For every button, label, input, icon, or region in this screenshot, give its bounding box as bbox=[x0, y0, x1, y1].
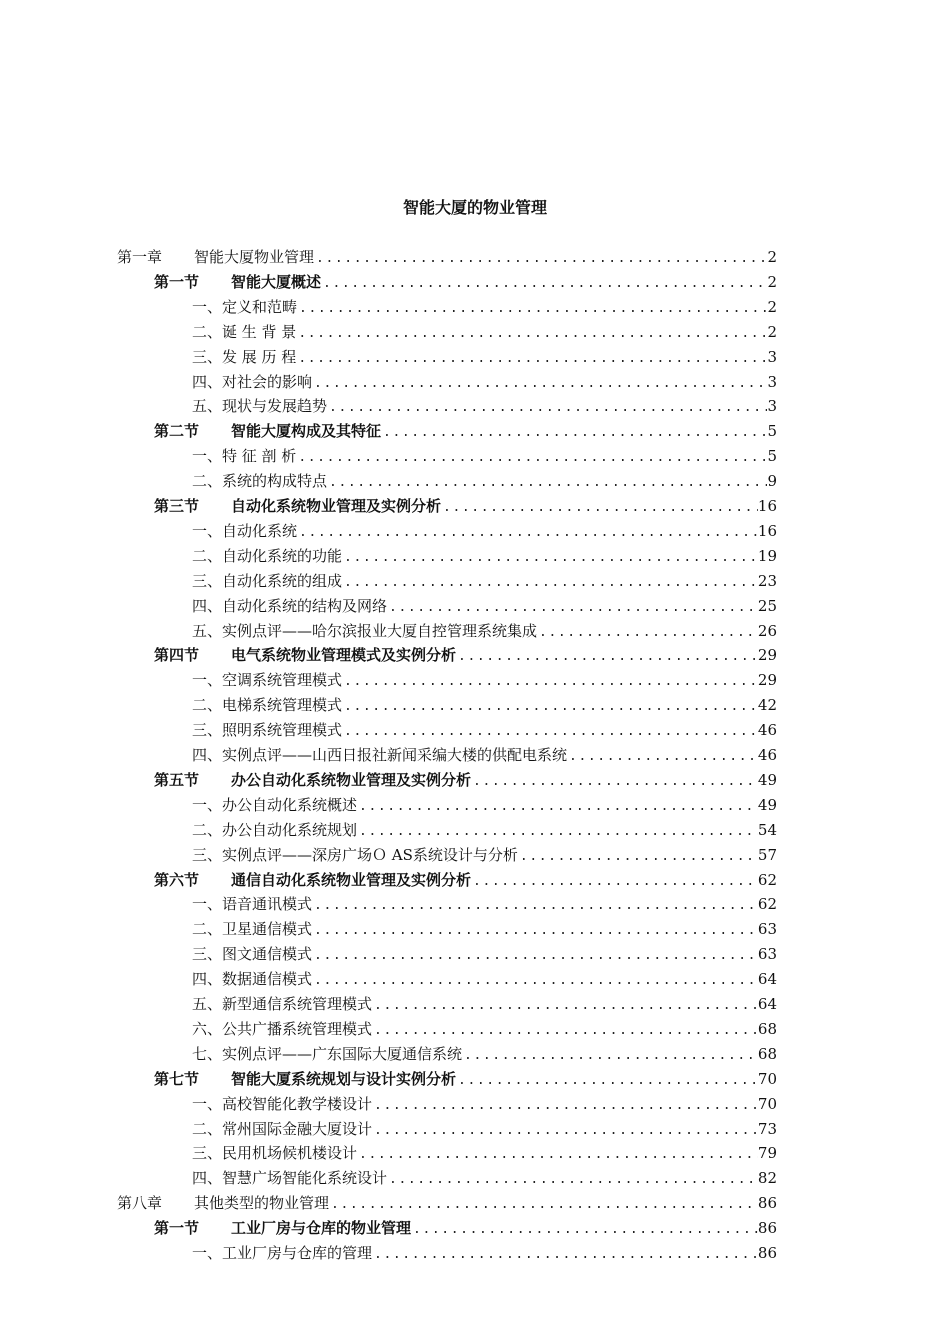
toc-entry-label: 第七节 bbox=[154, 1069, 200, 1088]
toc-entry-item bbox=[192, 843, 777, 868]
dot-leader bbox=[342, 719, 758, 744]
dot-leader bbox=[357, 1142, 758, 1167]
dot-leader bbox=[327, 395, 767, 420]
toc-entry-title: 自动化系统物业管理及实例分析 bbox=[231, 497, 442, 515]
toc-entry-page-number: 5 bbox=[767, 447, 777, 466]
toc-entry-item bbox=[192, 942, 777, 967]
toc-entry-item bbox=[192, 544, 777, 569]
toc-entry-page-number: 70 bbox=[757, 1069, 777, 1088]
toc-entry-page-number: 70 bbox=[757, 1094, 777, 1113]
toc-entry-page-number: 3 bbox=[767, 372, 777, 391]
toc-entry-page-number: 29 bbox=[757, 671, 777, 690]
toc-entry-item bbox=[192, 1017, 777, 1042]
toc-entry-page-number: 25 bbox=[757, 596, 777, 615]
dot-leader bbox=[296, 321, 767, 346]
dot-leader bbox=[456, 1068, 758, 1093]
toc-entry-item bbox=[192, 1092, 777, 1117]
dot-leader bbox=[357, 794, 758, 819]
toc-entry-title: 一、自动化系统 bbox=[192, 521, 298, 540]
dot-leader bbox=[387, 1167, 758, 1192]
toc-entry-item bbox=[192, 917, 777, 942]
toc-entry-item bbox=[192, 718, 777, 743]
toc-entry-title: 四、自动化系统的结构及网络 bbox=[192, 596, 388, 615]
toc-entry-item bbox=[192, 619, 777, 644]
toc-entry-item bbox=[192, 743, 777, 768]
toc-entry-page-number: 19 bbox=[757, 546, 777, 565]
toc-entry-item bbox=[192, 569, 777, 594]
dot-leader bbox=[342, 669, 758, 694]
toc-entry-item bbox=[192, 992, 777, 1017]
dot-leader bbox=[327, 470, 767, 495]
toc-entry-item bbox=[192, 594, 777, 619]
toc-entry-item bbox=[192, 1042, 777, 1067]
toc-entry-page-number: 46 bbox=[757, 746, 777, 764]
toc-entry-title: 一、特 征 剖 析 bbox=[192, 447, 297, 466]
toc-entry-title: 一、定义和范畴 bbox=[192, 297, 298, 316]
toc-entry-title: 四、智慧广场智能化系统设计 bbox=[192, 1169, 388, 1188]
toc-entry-page-number: 2 bbox=[767, 322, 777, 341]
toc-entry-title: 二、诞 生 背 景 bbox=[192, 322, 297, 341]
toc-entry-page-number: 26 bbox=[757, 621, 777, 640]
toc-entry-title: 电气系统物业管理模式及实例分析 bbox=[231, 646, 457, 665]
toc-entry-item bbox=[192, 394, 777, 419]
toc-entry-item bbox=[192, 668, 777, 693]
toc-entry-label: 第三节 bbox=[154, 497, 200, 515]
toc-entry-item bbox=[192, 818, 777, 843]
toc-entry-title: 四、对社会的影响 bbox=[192, 372, 313, 391]
toc-entry-title: 二、办公自动化系统规划 bbox=[192, 820, 358, 839]
toc-entry-label: 第五节 bbox=[154, 770, 200, 789]
dot-leader bbox=[312, 968, 758, 993]
dot-leader bbox=[372, 1018, 758, 1043]
dot-leader bbox=[471, 869, 758, 894]
dot-leader bbox=[372, 993, 758, 1018]
toc-entry-page-number: 3 bbox=[767, 347, 777, 366]
toc-entry-page-number: 54 bbox=[757, 820, 777, 839]
toc-entry-title: 三、实例点评——深房广场Ｏ AS系统设计与分析 bbox=[192, 845, 518, 864]
dot-leader bbox=[537, 620, 758, 645]
toc-entry-page-number: 49 bbox=[757, 795, 777, 814]
dot-leader bbox=[342, 694, 758, 719]
dot-leader bbox=[372, 1118, 758, 1143]
toc-entry-title: 通信自动化系统物业管理及实例分析 bbox=[231, 870, 472, 889]
toc-entry-item bbox=[192, 1141, 777, 1166]
dot-leader bbox=[312, 893, 758, 918]
toc-entry-page-number: 68 bbox=[757, 1044, 777, 1063]
toc-entry-page-number: 68 bbox=[757, 1019, 777, 1038]
toc-entry-page-number: 63 bbox=[757, 920, 777, 939]
toc-entry-title: 七、实例点评——广东国际大厦通信系统 bbox=[192, 1044, 463, 1063]
dot-leader bbox=[372, 1093, 758, 1118]
toc-entry-item bbox=[192, 967, 777, 992]
toc-entry-section bbox=[154, 868, 777, 893]
dot-leader bbox=[312, 371, 767, 396]
toc-entry-title: 三、民用机场候机楼设计 bbox=[192, 1144, 358, 1163]
toc-entry-page-number: 2 bbox=[767, 248, 777, 266]
dot-leader bbox=[518, 844, 758, 869]
toc-entry-label: 第一节 bbox=[154, 272, 200, 291]
dot-leader bbox=[321, 271, 767, 296]
toc-entry-label: 第四节 bbox=[154, 646, 200, 665]
toc-entry-title: 五、实例点评——哈尔滨报业大厦自控管理系统集成 bbox=[192, 621, 538, 640]
dot-leader bbox=[567, 744, 758, 769]
toc-entry-page-number: 2 bbox=[767, 272, 777, 291]
toc-entry-page-number: 2 bbox=[767, 297, 777, 316]
toc-entry-title: 一、语音通讯模式 bbox=[192, 895, 313, 914]
dot-leader bbox=[381, 420, 767, 445]
toc-entry-item bbox=[192, 370, 777, 395]
toc-entry-title: 智能大厦物业管理 bbox=[194, 248, 315, 266]
toc-entry-title: 三、发 展 历 程 bbox=[192, 347, 297, 366]
toc-entry-page-number: 64 bbox=[757, 970, 777, 989]
toc-entry-section bbox=[154, 494, 777, 519]
toc-entry-page-number: 16 bbox=[757, 497, 777, 515]
toc-entry-page-number: 79 bbox=[757, 1144, 777, 1163]
toc-entry-label: 第六节 bbox=[154, 870, 200, 889]
toc-entry-label: 第一节 bbox=[154, 1219, 200, 1238]
toc-entry-title: 一、高校智能化教学楼设计 bbox=[192, 1094, 373, 1113]
toc-entry-section bbox=[154, 768, 777, 793]
toc-entry-title: 三、图文通信模式 bbox=[192, 945, 313, 964]
toc-entry-page-number: 5 bbox=[767, 422, 777, 441]
toc-entry-section bbox=[154, 1067, 777, 1092]
dot-leader bbox=[296, 346, 767, 371]
toc-entry-section bbox=[154, 270, 777, 295]
toc-entry-page-number: 3 bbox=[767, 397, 777, 416]
toc-entry-item bbox=[192, 693, 777, 718]
toc-entry-item bbox=[192, 1241, 777, 1266]
toc-entry-title: 五、现状与发展趋势 bbox=[192, 397, 328, 416]
toc-entry-section bbox=[154, 419, 777, 444]
toc-entry-title: 三、照明系统管理模式 bbox=[192, 721, 343, 740]
toc-entry-label: 第一章 bbox=[117, 248, 163, 266]
toc-entry-page-number: 86 bbox=[757, 1244, 777, 1262]
toc-entry-title: 智能大厦概述 bbox=[231, 272, 322, 291]
dot-leader bbox=[314, 246, 767, 271]
toc-entry-page-number: 57 bbox=[757, 845, 777, 864]
toc-entry-section bbox=[154, 1216, 777, 1241]
toc-entry-page-number: 64 bbox=[757, 995, 777, 1013]
toc-entry-title: 二、常州国际金融大厦设计 bbox=[192, 1119, 373, 1138]
toc-entry-item bbox=[192, 469, 777, 494]
toc-entry-label: 第二节 bbox=[154, 422, 200, 441]
toc-entry-item bbox=[192, 444, 777, 469]
toc-entry-title: 二、卫星通信模式 bbox=[192, 920, 313, 939]
toc-entry-item bbox=[192, 345, 777, 370]
toc-entry-title: 二、自动化系统的功能 bbox=[192, 546, 343, 565]
toc-entry-page-number: 42 bbox=[757, 696, 777, 715]
dot-leader bbox=[441, 495, 758, 520]
toc-entry-title: 智能大厦系统规划与设计实例分析 bbox=[231, 1069, 457, 1088]
dot-leader bbox=[342, 545, 758, 570]
toc-entry-page-number: 62 bbox=[757, 895, 777, 914]
dot-leader bbox=[387, 595, 758, 620]
dot-leader bbox=[342, 570, 758, 595]
toc-entry-title: 三、自动化系统的组成 bbox=[192, 571, 343, 590]
toc-entry-page-number: 62 bbox=[757, 870, 777, 889]
toc-entry-page-number: 82 bbox=[757, 1169, 777, 1188]
dot-leader bbox=[456, 644, 758, 669]
toc-entry-title: 一、工业厂房与仓库的管理 bbox=[192, 1244, 373, 1262]
document-title: 智能大厦的物业管理 bbox=[402, 198, 547, 217]
toc-entry-page-number: 86 bbox=[757, 1194, 777, 1213]
toc-entry-item bbox=[192, 519, 777, 544]
toc-entry-item bbox=[192, 892, 777, 917]
toc-entry-title: 办公自动化系统物业管理及实例分析 bbox=[231, 770, 472, 789]
toc-entry-title: 二、系统的构成特点 bbox=[192, 472, 328, 491]
dot-leader bbox=[312, 943, 758, 968]
toc-entry-page-number: 23 bbox=[757, 571, 777, 590]
toc-entry-page-number: 49 bbox=[757, 770, 777, 789]
toc-entry-item bbox=[192, 1117, 777, 1142]
toc-entry-title: 一、空调系统管理模式 bbox=[192, 671, 343, 690]
toc-entry-page-number: 73 bbox=[757, 1119, 777, 1138]
dot-leader bbox=[471, 769, 758, 794]
dot-leader bbox=[329, 1192, 758, 1217]
toc-entry-title: 二、电梯系统管理模式 bbox=[192, 696, 343, 715]
dot-leader bbox=[411, 1217, 758, 1242]
dot-leader bbox=[297, 296, 767, 321]
dot-leader bbox=[372, 1242, 758, 1267]
dot-leader bbox=[462, 1043, 758, 1068]
toc-entry-page-number: 46 bbox=[757, 721, 777, 740]
toc-entry-item bbox=[192, 793, 777, 818]
toc-entry-title: 工业厂房与仓库的物业管理 bbox=[231, 1219, 412, 1238]
toc-entry-item bbox=[192, 1166, 777, 1191]
toc-entry-title: 四、实例点评——山西日报社新闻采编大楼的供配电系统 bbox=[192, 746, 568, 764]
toc-entry-chapter bbox=[117, 245, 777, 270]
toc-entry-item bbox=[192, 295, 777, 320]
toc-entry-section bbox=[154, 643, 777, 668]
dot-leader bbox=[296, 445, 767, 470]
toc-entry-page-number: 16 bbox=[757, 521, 777, 540]
toc-entry-label: 第八章 bbox=[117, 1194, 163, 1213]
toc-entry-title: 一、办公自动化系统概述 bbox=[192, 795, 358, 814]
toc-entry-item bbox=[192, 320, 777, 345]
toc-entry-title: 五、新型通信系统管理模式 bbox=[192, 995, 373, 1013]
toc-entry-page-number: 63 bbox=[757, 945, 777, 964]
toc-entry-title: 六、公共广播系统管理模式 bbox=[192, 1019, 373, 1038]
dot-leader bbox=[297, 520, 758, 545]
dot-leader bbox=[312, 918, 758, 943]
toc-entry-page-number: 29 bbox=[757, 646, 777, 665]
dot-leader bbox=[357, 819, 758, 844]
toc-entry-chapter bbox=[117, 1191, 777, 1216]
toc-entry-title: 四、数据通信模式 bbox=[192, 970, 313, 989]
toc-entry-title: 智能大厦构成及其特征 bbox=[231, 422, 382, 441]
toc-entry-page-number: 9 bbox=[767, 472, 777, 491]
toc-entry-title: 其他类型的物业管理 bbox=[194, 1194, 330, 1213]
toc-entry-page-number: 86 bbox=[757, 1219, 777, 1238]
